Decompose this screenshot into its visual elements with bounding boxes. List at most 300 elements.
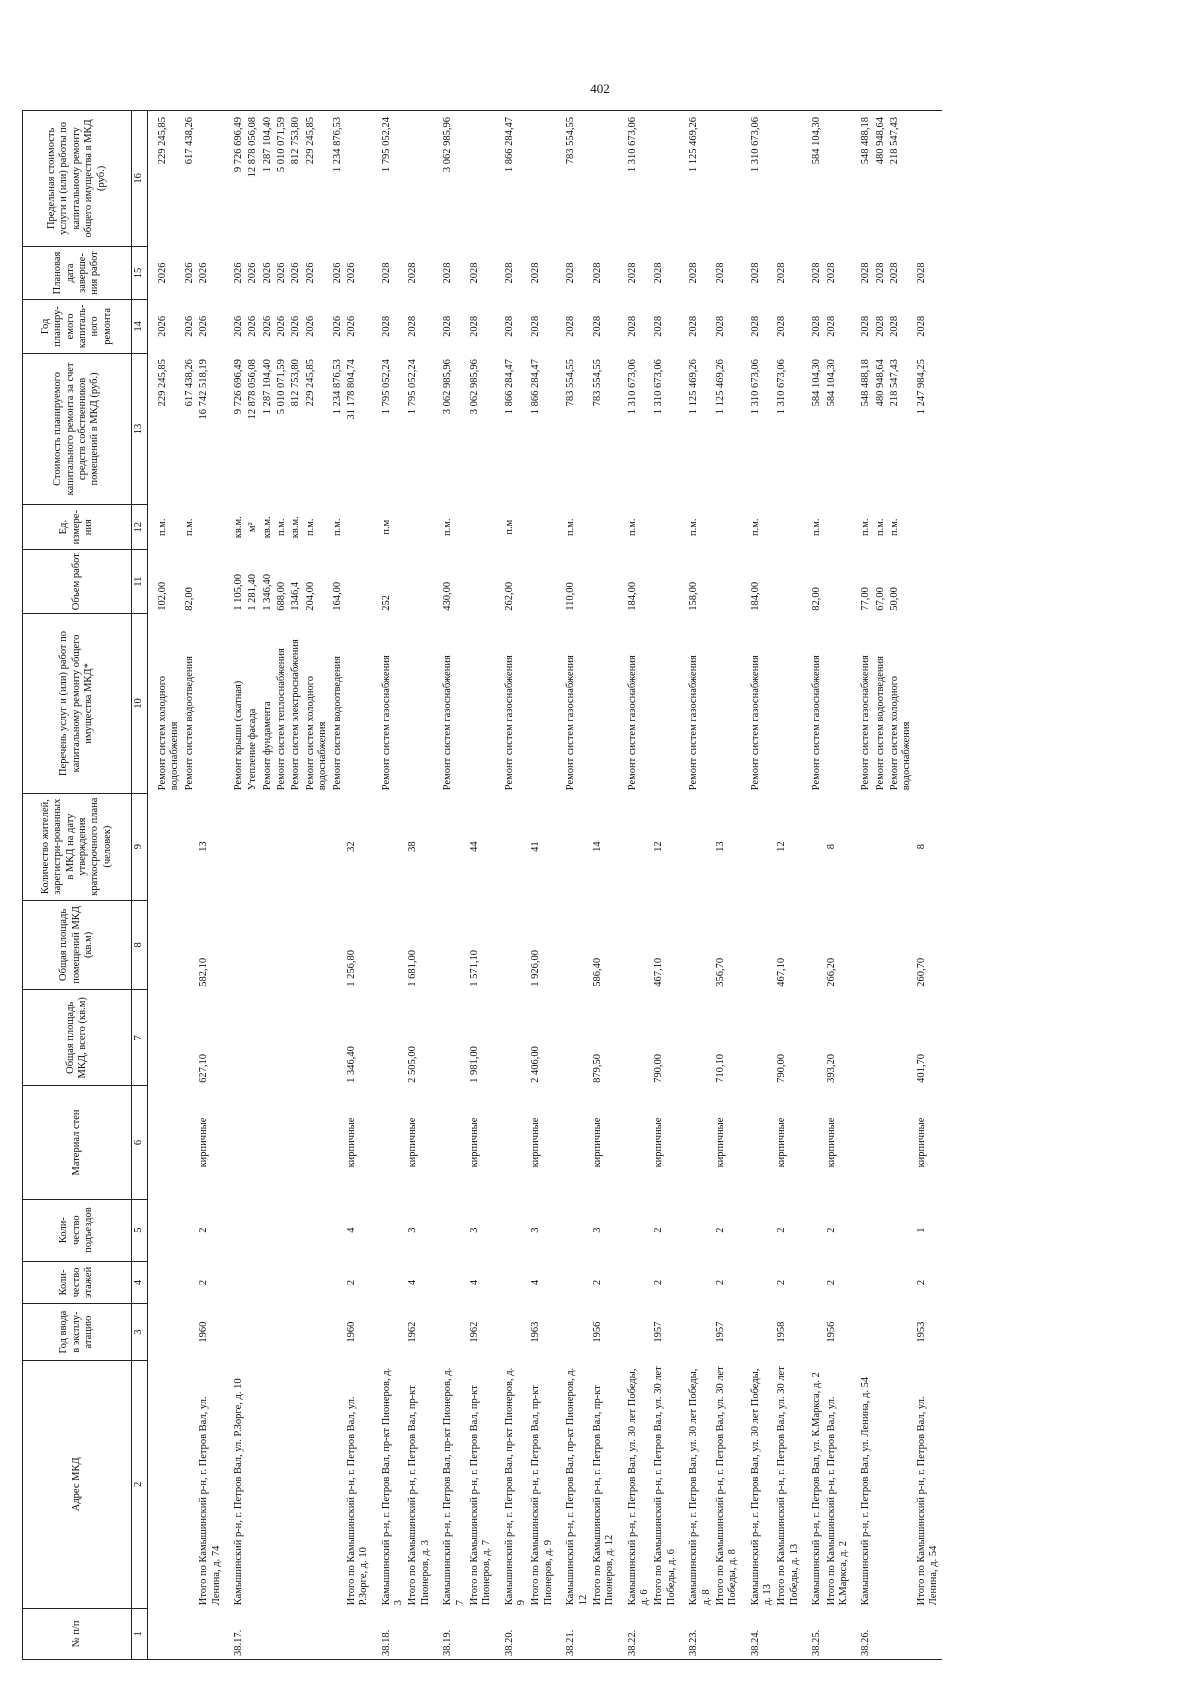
table-row	[618, 111, 653, 1660]
floors-cell: 2	[915, 1279, 927, 1286]
planned-cost-cell: 1 795 052,24	[380, 359, 392, 415]
entrances-cell	[888, 1199, 915, 1261]
table-row	[529, 111, 556, 1660]
entrances-cell: 1	[915, 1227, 927, 1233]
unit-cell: п.м.	[688, 518, 700, 536]
table-row	[802, 111, 824, 1660]
item-number-cell	[197, 1608, 224, 1659]
premises-area-cell: 582,10	[198, 957, 210, 987]
column-header-6: Материал стен	[23, 1086, 132, 1199]
max-cost-cell: 1 287 104,40	[261, 111, 275, 247]
total-area-cell: 401,70	[915, 1054, 927, 1083]
wall-material-cell	[741, 1086, 776, 1199]
total-area-cell	[741, 990, 776, 1086]
repair-year-cell: 2028	[749, 315, 761, 337]
planned-cost-cell: 9 726 696,49	[232, 359, 244, 415]
wall-material-cell: кирпичные	[776, 1117, 788, 1168]
year-built-cell: 1960	[345, 1321, 357, 1343]
premises-area-cell	[495, 900, 530, 990]
residents-cell	[304, 793, 331, 900]
work-volume-cell	[652, 550, 679, 614]
column-number-6: 6	[132, 1086, 148, 1199]
premises-area-cell: 467,10	[776, 957, 788, 987]
work-type-cell: Ремонт систем газоснабжения	[503, 655, 515, 791]
residents-cell: 12	[776, 841, 788, 852]
residents-cell	[275, 793, 289, 900]
address-cell: Камышинский р-н, г. Петров Вал, пр-кт Пионеров, д. 7	[442, 1367, 466, 1606]
planned-cost-cell: 1 310 673,06	[626, 359, 638, 415]
table-row	[224, 111, 246, 1660]
total-area-cell	[618, 990, 653, 1086]
residents-cell: 12	[653, 841, 665, 852]
address-cell	[261, 1360, 275, 1608]
table-row	[652, 111, 679, 1660]
address-cell	[289, 1360, 303, 1608]
work-type-cell: Ремонт систем газоснабжения	[626, 655, 638, 791]
entrances-cell	[275, 1199, 289, 1261]
total-area-cell	[275, 990, 289, 1086]
table-row	[289, 111, 303, 1660]
unit-cell: п.м.	[626, 518, 638, 536]
completion-date-cell: 2026	[232, 262, 244, 284]
work-volume-cell	[468, 550, 495, 614]
completion-date-cell: 2026	[345, 262, 357, 284]
work-type-cell: Ремонт систем газоснабжения	[565, 655, 577, 791]
wall-material-cell: кирпичные	[198, 1117, 210, 1168]
column-number-11: 11	[132, 550, 148, 614]
wall-material-cell: кирпичные	[825, 1117, 837, 1168]
premises-area-cell	[556, 900, 591, 990]
repair-year-cell: 2026	[290, 315, 302, 337]
year-built-cell: 1962	[468, 1321, 480, 1343]
item-number-cell	[825, 1608, 852, 1659]
premises-area-cell	[148, 900, 183, 990]
residents-cell	[224, 793, 246, 900]
work-type-cell	[591, 614, 618, 793]
column-number-14: 14	[132, 300, 148, 353]
entrances-cell: 2	[198, 1227, 210, 1233]
residents-cell	[246, 793, 260, 900]
address-cell: Итого по Камышинский р-н, г. Петров Вал, пр-кт Пионеров, д. 9	[530, 1385, 554, 1606]
total-area-cell	[874, 990, 888, 1086]
wall-material-cell: кирпичные	[714, 1117, 726, 1168]
year-built-cell: 1957	[714, 1321, 726, 1343]
premises-area-cell	[289, 900, 303, 990]
total-area-cell	[372, 990, 407, 1086]
entrances-cell	[495, 1199, 530, 1261]
premises-area-cell	[741, 900, 776, 990]
work-type-cell: Ремонт систем газоснабжения	[749, 655, 761, 791]
repair-year-cell: 2028	[468, 315, 480, 337]
work-type-cell: Ремонт систем холодного водоснабжения	[157, 676, 181, 791]
unit-cell: м²	[247, 522, 259, 533]
total-area-cell	[433, 990, 468, 1086]
residents-cell: 13	[198, 841, 210, 852]
max-cost-cell	[652, 111, 679, 247]
work-type-cell: Ремонт систем холодного водоснабжения	[889, 676, 913, 791]
work-volume-cell: 184,00	[749, 581, 761, 611]
address-cell: Камышинский р-н, г. Петров Вал, ул. 30 лет Победы, д. 8	[688, 1368, 712, 1606]
floors-cell	[495, 1261, 530, 1304]
floors-cell	[331, 1261, 345, 1304]
planned-cost-cell: 584 104,30	[825, 359, 837, 407]
item-number-cell	[775, 1608, 802, 1659]
residents-cell	[802, 793, 824, 900]
work-type-cell	[775, 614, 802, 793]
column-number-13: 13	[132, 353, 148, 505]
wall-material-cell	[802, 1086, 824, 1199]
floors-cell	[433, 1261, 468, 1304]
planned-cost-cell: 783 554,55	[591, 359, 603, 407]
premises-area-cell: 1 681,00	[407, 950, 419, 987]
entrances-cell: 3	[530, 1227, 542, 1233]
item-number-cell	[246, 1608, 260, 1659]
max-cost-cell	[915, 111, 942, 247]
work-volume-cell: 430,00	[442, 581, 454, 611]
item-number-cell	[148, 1608, 183, 1659]
year-built-cell	[679, 1304, 714, 1361]
max-cost-cell: 1 795 052,24	[372, 111, 407, 247]
max-cost-cell: 1 866 284,47	[495, 111, 530, 247]
floors-cell	[556, 1261, 591, 1304]
floors-cell	[289, 1261, 303, 1304]
item-number-cell: 38.26.	[851, 1608, 873, 1659]
residents-cell	[289, 793, 303, 900]
column-header-7: Общая площадь МКД, всего (кв.м)	[23, 990, 132, 1086]
work-volume-cell	[775, 550, 802, 614]
wall-material-cell	[275, 1086, 289, 1199]
premises-area-cell	[304, 900, 331, 990]
table-row	[679, 111, 714, 1660]
entrances-cell	[148, 1199, 183, 1261]
work-volume-cell: 82,00	[183, 587, 195, 611]
floors-cell	[261, 1261, 275, 1304]
table-row	[874, 111, 888, 1660]
address-cell: Итого по Камышинский р-н, г. Петров Вал, пр-кт Пионеров, д. 7	[468, 1385, 493, 1606]
max-cost-cell: 218 547,43	[888, 111, 915, 247]
premises-area-cell	[851, 900, 873, 990]
address-cell: Итого по Камышинский р-н, г. Петров Вал, ул. 30 лет Победы, д. 6	[653, 1366, 677, 1606]
planned-cost-cell: 1 125 469,26	[688, 359, 700, 415]
planned-cost-cell: 5 010 071,59	[276, 359, 287, 415]
unit-cell: п.м	[503, 519, 515, 535]
work-type-cell	[529, 614, 556, 793]
unit-cell	[825, 505, 852, 550]
entrances-cell	[246, 1199, 260, 1261]
capital-repair-table	[22, 110, 942, 1660]
premises-area-cell: 1 926,00	[530, 950, 542, 987]
work-type-cell	[406, 614, 433, 793]
table-row	[915, 111, 942, 1660]
address-cell: Камышинский р-н, г. Петров Вал, ул. Ленина, д. 54	[860, 1376, 872, 1606]
entrances-cell: 2	[653, 1227, 665, 1233]
year-built-cell: 1957	[653, 1321, 665, 1343]
item-number-cell	[304, 1608, 331, 1659]
address-cell: Итого по Камышинский р-н, г. Петров Вал, пр-кт Пионеров, д. 12	[591, 1385, 616, 1606]
premises-area-cell	[261, 900, 275, 990]
floors-cell: 2	[776, 1279, 788, 1286]
address-cell	[331, 1360, 345, 1608]
residents-cell	[888, 793, 915, 900]
repair-year-cell: 2026	[331, 315, 343, 337]
entrances-cell	[183, 1199, 197, 1261]
year-built-cell	[888, 1304, 915, 1361]
unit-cell: п.м.	[304, 518, 316, 536]
work-type-cell	[197, 614, 224, 793]
year-built-cell	[851, 1304, 873, 1361]
table-row	[372, 111, 407, 1660]
address-cell: Итого по Камышинский р-н, г. Петров Вал, ул. Ленина, д. 74	[198, 1396, 222, 1606]
residents-cell: 13	[714, 841, 726, 852]
repair-year-cell: 2028	[688, 315, 700, 337]
column-number-5: 5	[132, 1199, 148, 1261]
repair-year-cell: 2026	[232, 315, 244, 337]
work-type-cell: Ремонт систем водоотведения	[331, 656, 343, 791]
max-cost-cell: 1 234 876,53	[331, 111, 345, 247]
unit-cell: кв.м.	[261, 516, 273, 539]
floors-cell	[275, 1261, 289, 1304]
repair-year-cell: 2028	[825, 315, 837, 337]
unit-cell: п.м.	[874, 518, 886, 536]
entrances-cell: 3	[468, 1227, 480, 1233]
entrances-cell: 2	[714, 1227, 726, 1233]
work-volume-cell: 82,00	[811, 587, 823, 611]
column-header-15: Плановая дата заверше-ния работ	[23, 246, 132, 299]
max-cost-cell	[825, 111, 852, 247]
work-volume-cell	[915, 550, 942, 614]
unit-cell: п.м.	[442, 518, 454, 536]
repair-year-cell: 2028	[776, 315, 788, 337]
repair-year-cell: 2026	[261, 315, 273, 337]
work-volume-cell	[345, 550, 372, 614]
repair-year-cell: 2028	[442, 315, 454, 337]
year-built-cell	[183, 1304, 197, 1361]
repair-year-cell: 2028	[591, 315, 603, 337]
item-number-cell	[874, 1608, 888, 1659]
table-row	[345, 111, 372, 1660]
max-cost-cell: 1 310 673,06	[618, 111, 653, 247]
max-cost-cell: 584 104,30	[802, 111, 824, 247]
table-row	[197, 111, 224, 1660]
repair-year-cell: 2028	[565, 315, 577, 337]
premises-area-cell	[275, 900, 289, 990]
table-row	[304, 111, 331, 1660]
planned-cost-cell: 3 062 985,96	[442, 359, 454, 415]
planned-cost-cell: 229 245,85	[157, 359, 168, 407]
floors-cell	[224, 1261, 246, 1304]
wall-material-cell	[304, 1086, 331, 1199]
entrances-cell: 3	[407, 1227, 419, 1233]
completion-date-cell: 2028	[811, 262, 823, 284]
total-area-cell	[331, 990, 345, 1086]
item-number-cell: 38.22.	[618, 1608, 653, 1659]
entrances-cell	[802, 1199, 824, 1261]
item-number-cell	[345, 1608, 372, 1659]
column-header-14: Год планиру-емого капиталь-ного ремонта	[23, 300, 132, 353]
completion-date-cell: 2028	[825, 262, 837, 284]
total-area-cell: 2 406,00	[530, 1046, 542, 1083]
wall-material-cell	[224, 1086, 246, 1199]
year-built-cell: 1962	[407, 1321, 419, 1343]
total-area-cell: 1 346,40	[345, 1046, 357, 1083]
work-type-cell	[652, 614, 679, 793]
item-number-cell	[331, 1608, 345, 1659]
table-row	[468, 111, 495, 1660]
max-cost-cell: 12 878 056,08	[246, 111, 260, 247]
work-type-cell: Ремонт систем газоснабжения	[811, 655, 823, 791]
residents-cell	[874, 793, 888, 900]
completion-date-cell: 2028	[860, 262, 872, 284]
work-type-cell: Ремонт фундамента	[261, 701, 273, 791]
total-area-cell	[261, 990, 275, 1086]
repair-year-cell: 2028	[503, 315, 515, 337]
address-cell	[874, 1360, 888, 1608]
wall-material-cell: кирпичные	[591, 1117, 603, 1168]
year-built-cell	[741, 1304, 776, 1361]
work-volume-cell	[197, 550, 224, 614]
unit-cell: п.м.	[331, 518, 343, 536]
premises-area-cell	[183, 900, 197, 990]
table-row	[888, 111, 915, 1660]
unit-cell: п.м	[380, 519, 392, 535]
planned-cost-cell: 1 866 284,47	[503, 359, 515, 415]
total-area-cell	[851, 990, 873, 1086]
residents-cell	[261, 793, 275, 900]
repair-year-cell: 2028	[626, 315, 638, 337]
planned-cost-cell: 812 753,80	[290, 359, 302, 407]
address-cell: Итого по Камышинский р-н, г. Петров Вал, ул. Р.Зорге, д. 10	[345, 1396, 370, 1606]
repair-year-cell: 2028	[889, 315, 900, 337]
year-built-cell: 1963	[530, 1321, 542, 1343]
repair-year-cell: 2028	[407, 315, 419, 337]
address-cell: Камышинский р-н, г. Петров Вал, ул. 30 лет Победы, д. 6	[626, 1368, 650, 1606]
item-number-cell	[652, 1608, 679, 1659]
item-number-cell	[468, 1608, 495, 1659]
repair-year-cell: 2028	[811, 315, 823, 337]
completion-date-cell: 2026	[261, 262, 273, 284]
floors-cell	[802, 1261, 824, 1304]
max-cost-cell: 548 488,18	[851, 111, 873, 247]
year-built-cell	[802, 1304, 824, 1361]
unit-cell: п.м.	[157, 518, 168, 536]
max-cost-cell: 229 245,85	[304, 111, 331, 247]
wall-material-cell	[495, 1086, 530, 1199]
page-number: 402	[590, 81, 610, 96]
work-volume-cell: 1 105,00	[232, 573, 244, 611]
unit-cell	[591, 505, 618, 550]
column-header-9: Количество жителей, зарегистри-рованных в МКД на дату утверждения краткосрочного плана (человек)	[23, 793, 132, 900]
year-built-cell: 1956	[591, 1321, 603, 1343]
column-number-16: 16	[132, 111, 148, 247]
wall-material-cell: кирпичные	[468, 1117, 480, 1168]
column-header-8: Общая площадь помещений МКД (кв.м)	[23, 900, 132, 990]
unit-cell: п.м.	[860, 518, 872, 536]
residents-cell: 8	[915, 843, 927, 850]
column-header-13: Стоимость планируемого капитального ремонта за счет средств собственников помещений в МКД (руб.)	[23, 353, 132, 505]
column-header-3: Год ввода в эксплу-атацию	[23, 1304, 132, 1361]
total-area-cell	[148, 990, 183, 1086]
max-cost-cell	[197, 111, 224, 247]
unit-cell: п.м.	[889, 518, 900, 536]
entrances-cell	[372, 1199, 407, 1261]
address-cell	[148, 1360, 183, 1608]
premises-area-cell	[433, 900, 468, 990]
completion-date-cell: 2028	[565, 262, 577, 284]
repair-year-cell: 2028	[874, 315, 886, 337]
repair-year-cell: 2026	[304, 315, 316, 337]
address-cell: Итого по Камышинский р-н, г. Петров Вал, ул. К.Маркса, д. 2	[825, 1396, 849, 1606]
column-number-9: 9	[132, 793, 148, 900]
table-row	[741, 111, 776, 1660]
planned-cost-cell: 548 488,18	[860, 359, 872, 407]
completion-date-cell: 2028	[915, 262, 927, 284]
wall-material-cell: кирпичные	[345, 1117, 357, 1168]
entrances-cell	[851, 1199, 873, 1261]
floors-cell	[851, 1261, 873, 1304]
item-number-cell	[275, 1608, 289, 1659]
premises-area-cell	[618, 900, 653, 990]
unit-cell	[529, 505, 556, 550]
residents-cell: 41	[530, 841, 542, 852]
max-cost-cell: 1 125 469,26	[679, 111, 714, 247]
address-cell: Итого по Камышинский р-н, г. Петров Вал, ул. 30 лет Победы, д. 8	[714, 1366, 739, 1606]
work-volume-cell: 164,00	[331, 581, 343, 611]
floors-cell: 4	[407, 1279, 419, 1286]
work-type-cell	[468, 614, 495, 793]
planned-cost-cell: 617 438,26	[183, 359, 195, 407]
item-number-cell: 38.24.	[741, 1608, 776, 1659]
year-built-cell	[304, 1304, 331, 1361]
residents-cell: 8	[825, 843, 837, 850]
repair-year-cell: 2026	[157, 315, 168, 337]
column-number-4: 4	[132, 1261, 148, 1304]
completion-date-cell: 2028	[442, 262, 454, 284]
column-number-10: 10	[132, 614, 148, 793]
column-header-5: Коли-чество подъездов	[23, 1199, 132, 1261]
completion-date-cell: 2028	[776, 262, 788, 284]
planned-cost-cell: 31 178 804,74	[345, 359, 357, 420]
address-cell	[275, 1360, 289, 1608]
planned-cost-cell: 218 547,43	[889, 359, 900, 407]
unit-cell	[652, 505, 679, 550]
work-type-cell: Ремонт систем водоотведения	[183, 656, 195, 791]
planned-cost-cell: 1 866 284,47	[530, 359, 542, 415]
floors-cell: 2	[345, 1279, 357, 1286]
total-area-cell	[246, 990, 260, 1086]
entrances-cell	[289, 1199, 303, 1261]
planned-cost-cell: 1 310 673,06	[653, 359, 665, 415]
floors-cell: 4	[530, 1279, 542, 1286]
work-type-cell: Ремонт систем теплоснабжения	[276, 648, 287, 791]
table-row	[275, 111, 289, 1660]
year-built-cell	[246, 1304, 260, 1361]
rotated-table-container	[22, 110, 1172, 1660]
entrances-cell	[433, 1199, 468, 1261]
item-number-cell	[183, 1608, 197, 1659]
year-built-cell: 1953	[915, 1321, 927, 1343]
work-volume-cell: 1 281,40	[247, 573, 259, 611]
work-type-cell: Ремонт систем водоотведения	[874, 656, 886, 791]
total-area-cell	[224, 990, 246, 1086]
max-cost-cell: 5 010 071,59	[275, 111, 289, 247]
entrances-cell	[618, 1199, 653, 1261]
premises-area-cell: 260,70	[915, 957, 927, 987]
total-area-cell: 710,10	[714, 1054, 726, 1083]
address-cell: Итого по Камышинский р-н, г. Петров Вал, пр-кт Пионеров, д. 3	[407, 1385, 431, 1606]
year-built-cell	[372, 1304, 407, 1361]
work-volume-cell	[825, 550, 852, 614]
work-type-cell: Утепление фасада	[247, 708, 259, 791]
